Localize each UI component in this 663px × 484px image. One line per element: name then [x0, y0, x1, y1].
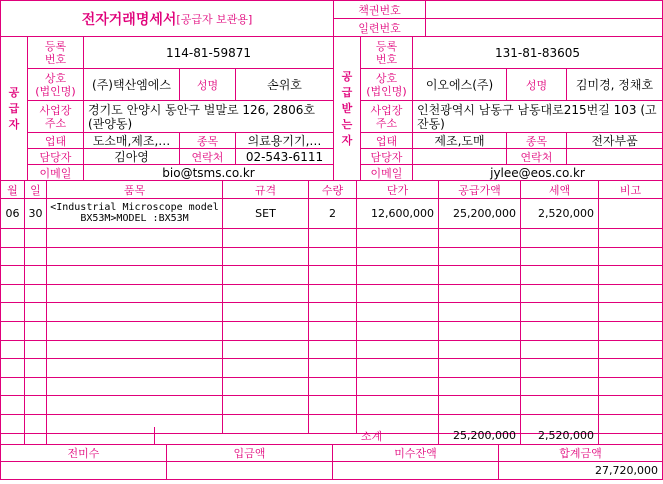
empty-cell	[25, 359, 47, 378]
supplier-biz-item: 의료용기기,…	[236, 133, 334, 149]
subtotal-supply: 25,200,000	[439, 427, 521, 445]
empty-cell	[223, 378, 309, 396]
receiver-addr-label: 사업장 주소	[361, 101, 413, 133]
serial-no-label: 일련번호	[334, 19, 426, 37]
receiver-addr: 인천광역시 남동구 남동대로215번길 103 (고잔동)	[413, 101, 662, 133]
supplier-addr: 경기도 안양시 동안구 벌말로 126, 2806호 (관양동)	[84, 101, 334, 133]
receiver-biz-type-label: 업태	[361, 133, 413, 149]
col-item: 품목	[47, 181, 223, 199]
total-value: 27,720,000	[595, 464, 658, 477]
empty-cell	[439, 396, 521, 415]
empty-cell	[521, 359, 599, 378]
empty-cell	[357, 285, 439, 303]
col-month: 월	[1, 181, 25, 199]
empty-cell	[25, 248, 47, 266]
supplier-manager-label: 담당자	[28, 149, 84, 165]
row1-supply: 25,200,000	[439, 199, 521, 229]
document-title	[1, 1, 334, 37]
empty-cell	[599, 341, 662, 359]
empty-cell	[357, 322, 439, 341]
empty-cell	[47, 359, 223, 378]
empty-cell	[309, 341, 357, 359]
receiver-name-label: 상호 (법인명)	[361, 69, 413, 101]
supplier-biz-type-label: 업태	[28, 133, 84, 149]
empty-cell	[1, 341, 25, 359]
subtotal-note	[599, 427, 662, 445]
empty-cell	[521, 285, 599, 303]
empty-cell	[521, 378, 599, 396]
empty-cell	[309, 229, 357, 248]
subtotal-tax: 2,520,000	[521, 427, 599, 445]
empty-cell	[521, 248, 599, 266]
empty-cell	[223, 248, 309, 266]
empty-cell	[439, 248, 521, 266]
empty-cell	[1, 285, 25, 303]
col-supply: 공급가액	[439, 181, 521, 199]
empty-cell	[521, 303, 599, 322]
empty-cell	[599, 322, 662, 341]
empty-cell	[47, 322, 223, 341]
empty-cell	[47, 229, 223, 248]
receiver-contact-label: 연락처	[507, 149, 567, 165]
empty-cell	[521, 396, 599, 415]
empty-cell	[223, 285, 309, 303]
empty-cell	[1, 378, 25, 396]
receiver-email-label: 이메일	[361, 165, 413, 181]
receiver-ceo-label: 성명	[507, 69, 567, 101]
supplier-ceo-label: 성명	[180, 69, 236, 101]
empty-cell	[439, 359, 521, 378]
col-tax: 세액	[521, 181, 599, 199]
title-subtitle: [공급자 보관용]	[176, 12, 253, 26]
empty-cell	[439, 229, 521, 248]
empty-cell	[309, 359, 357, 378]
supplier-biz-item-label: 종목	[180, 133, 236, 149]
empty-cell	[439, 303, 521, 322]
supplier-manager: 김아영	[84, 149, 180, 165]
empty-cell	[223, 303, 309, 322]
subtotal-label: 소계	[155, 427, 439, 445]
empty-cell	[223, 266, 309, 285]
empty-cell	[47, 341, 223, 359]
receiver-ceo: 김미경, 정채호	[567, 69, 662, 101]
empty-cell	[357, 341, 439, 359]
empty-cell	[439, 341, 521, 359]
empty-cell	[25, 266, 47, 285]
book-no-value	[426, 1, 662, 19]
col-spec: 규격	[223, 181, 309, 199]
empty-cell	[25, 341, 47, 359]
empty-cell	[223, 396, 309, 415]
empty-cell	[1, 266, 25, 285]
empty-cell	[309, 303, 357, 322]
title-text: 전자거래명세서	[81, 11, 177, 28]
empty-cell	[357, 303, 439, 322]
empty-cell	[309, 322, 357, 341]
receiver-manager	[413, 149, 507, 165]
empty-cell	[439, 285, 521, 303]
empty-cell	[357, 359, 439, 378]
subtotal-blank-1	[1, 427, 25, 445]
empty-cell	[1, 322, 25, 341]
empty-cell	[25, 229, 47, 248]
empty-cell	[223, 322, 309, 341]
empty-cell	[309, 266, 357, 285]
empty-cell	[599, 229, 662, 248]
receiver-biz-item: 전자부품	[567, 133, 662, 149]
empty-cell	[357, 266, 439, 285]
empty-cell	[47, 303, 223, 322]
paid-value	[167, 462, 333, 479]
empty-cell	[599, 285, 662, 303]
empty-cell	[309, 285, 357, 303]
empty-cell	[599, 396, 662, 415]
empty-cell	[521, 341, 599, 359]
supplier-name-label: 상호 (법인명)	[28, 69, 84, 101]
empty-cell	[25, 285, 47, 303]
book-no-label: 책권번호	[334, 1, 426, 19]
empty-cell	[1, 229, 25, 248]
empty-cell	[1, 303, 25, 322]
empty-cell	[223, 229, 309, 248]
balance-label: 미수잔액	[333, 445, 499, 462]
empty-cell	[357, 229, 439, 248]
empty-cell	[223, 341, 309, 359]
empty-cell	[1, 248, 25, 266]
receiver-reg-no: 131-81-83605	[413, 37, 662, 69]
supplier-email: bio@tsms.co.kr	[84, 165, 334, 181]
row1-tax: 2,520,000	[521, 199, 599, 229]
empty-cell	[599, 248, 662, 266]
receiver-reg-label: 등록 번호	[361, 37, 413, 69]
paid-label: 입금액	[167, 445, 333, 462]
supplier-contact: 02-543-6111	[236, 149, 334, 165]
row1-month: 06	[1, 199, 25, 229]
supplier-name: (주)택산엠에스	[84, 69, 180, 101]
row1-item: <Industrial Microscope model BX53M>MODEL :BX53M	[47, 199, 223, 229]
empty-cell	[309, 248, 357, 266]
row1-qty: 2	[309, 199, 357, 229]
empty-cell	[599, 266, 662, 285]
row1-unit-price: 12,600,000	[357, 199, 439, 229]
empty-cell	[357, 396, 439, 415]
unpaid-value	[1, 462, 167, 479]
empty-cell	[599, 378, 662, 396]
empty-cell	[309, 396, 357, 415]
unpaid-label: 전미수	[1, 445, 167, 462]
row1-day: 30	[25, 199, 47, 229]
empty-cell	[521, 322, 599, 341]
supplier-addr-label: 사업장 주소	[28, 101, 84, 133]
subtotal-blank-3	[47, 427, 155, 445]
supplier-biz-type: 도소매,제조,…	[84, 133, 180, 149]
empty-cell	[25, 303, 47, 322]
row1-note	[599, 199, 662, 229]
empty-cell	[439, 378, 521, 396]
row1-spec: SET	[223, 199, 309, 229]
empty-cell	[47, 285, 223, 303]
empty-cell	[1, 359, 25, 378]
receiver-email: jylee@eos.co.kr	[413, 165, 662, 181]
receiver-contact	[567, 149, 662, 165]
col-day: 일	[25, 181, 47, 199]
supplier-ceo: 손위호	[236, 69, 334, 101]
empty-cell	[25, 322, 47, 341]
col-note: 비고	[599, 181, 662, 199]
empty-cell	[357, 248, 439, 266]
balance-value	[333, 462, 499, 479]
supplier-reg-label: 등록 번호	[28, 37, 84, 69]
empty-cell	[521, 266, 599, 285]
supplier-section-label: 공 급 자	[1, 37, 28, 181]
empty-cell	[599, 303, 662, 322]
subtotal-blank-2	[25, 427, 47, 445]
empty-cell	[439, 266, 521, 285]
receiver-name: 이오에스(주)	[413, 69, 507, 101]
receiver-manager-label: 담당자	[361, 149, 413, 165]
receiver-biz-item-label: 종목	[507, 133, 567, 149]
total-label: 합계금액	[499, 445, 662, 462]
empty-cell	[521, 229, 599, 248]
supplier-email-label: 이메일	[28, 165, 84, 181]
supplier-contact-label: 연락처	[180, 149, 236, 165]
empty-cell	[223, 359, 309, 378]
empty-cell	[47, 378, 223, 396]
empty-cell	[25, 396, 47, 415]
empty-cell	[439, 322, 521, 341]
col-unit-price: 단가	[357, 181, 439, 199]
supplier-reg-no: 114-81-59871	[84, 37, 334, 69]
empty-cell	[357, 378, 439, 396]
receiver-section-label: 공 급 받 는 자	[334, 37, 361, 181]
empty-cell	[47, 266, 223, 285]
empty-cell	[309, 378, 357, 396]
empty-cell	[599, 359, 662, 378]
receiver-biz-type: 제조,도매	[413, 133, 507, 149]
empty-cell	[47, 248, 223, 266]
serial-no-value	[426, 19, 662, 37]
empty-cell	[47, 396, 223, 415]
empty-cell	[25, 378, 47, 396]
empty-cell	[1, 396, 25, 415]
col-qty: 수량	[309, 181, 357, 199]
